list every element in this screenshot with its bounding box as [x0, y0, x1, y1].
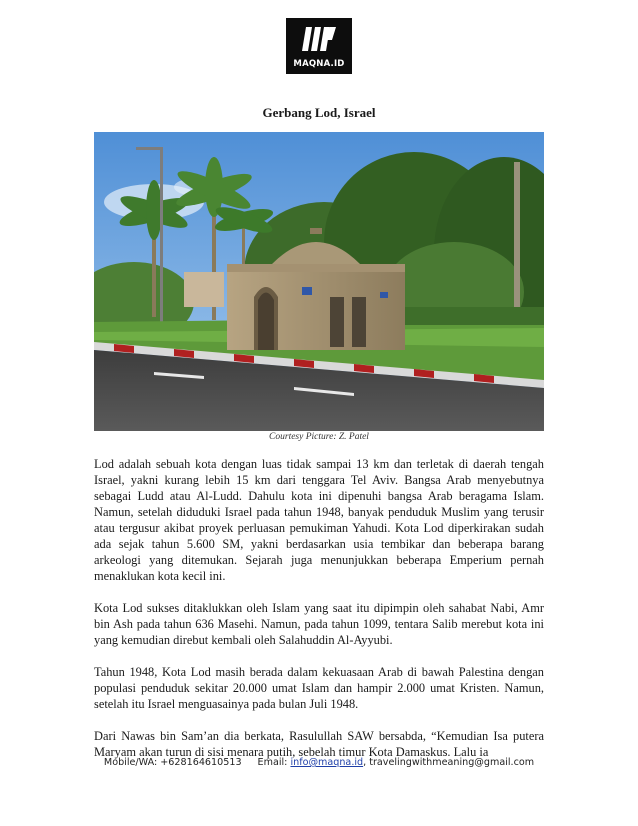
- logo-wordmark: MAQNA.ID: [293, 59, 345, 69]
- page-title: Gerbang Lod, Israel: [262, 105, 376, 120]
- paragraph-3: Tahun 1948, Kota Lod masih berada dalam kekuasaan Arab di bawah Palestina dengan populasi penduduk sekitar 20.000 umat Islam dan hampir 2.000 umat Kristen. Namun, setelah itu Israel menguasainya pada bulan Juli 1948.: [94, 665, 544, 711]
- photo-caption: Courtesy Picture: Z. Patel: [269, 432, 369, 442]
- footer-phone: Mobile/WA: +628164610513: [103, 757, 242, 768]
- article-body: [94, 456, 544, 776]
- footer-email-label: Email:: [257, 757, 291, 768]
- page-footer: [0, 757, 638, 768]
- paragraph-2: Kota Lod sukses ditaklukkan oleh Islam yang saat itu dipimpin oleh sahabat Nabi, Amr bin Ash pada tahun 636 Masehi. Namun, pada tahun 1099, tentara Salib merebut kota ini yang kemudian direbut kembali oleh Salahuddin Al-Ayyubi.: [94, 601, 544, 647]
- paragraph-4: Dari Nawas bin Sam’an dia berkata, Rasulullah SAW bersabda, “Kemudian Isa putera Maryam akan turun di sisi menara putih, sebelah timur Kota Damaskus. Lalu ia: [94, 729, 544, 759]
- article-photo: [94, 132, 544, 431]
- paragraph-1: Lod adalah sebuah kota dengan luas tidak sampai 13 km dan terletak di daerah tengah Israel, yakni kurang lebih 15 km dari tenggara Tel Aviv. Bangsa Arab menyebutnya sebagai Ludd atau Al-Ludd. Dahulu kota ini dipenuhi bangsa Arab beragama Islam. Namun, setelah diduduki Israel pada tahun 1948, banyak penduduk Muslim yang terusir atau tergusur akibat proyek perluasan pemukiman Yahudi. Kota Lod diperkirakan sudah ada sejak tahun 5.600 SM, yakni berdasarkan usia tembikar dan beberapa barang arkeologi yang ditemukan. Sejarah juga menunjukkan beberapa Emperium pernah menaklukan kota kecil ini.: [94, 457, 544, 583]
- maqna-logo: [286, 18, 352, 74]
- footer-email-rest: , travelingwithmeaning@gmail.com: [363, 757, 535, 768]
- domed-building-photo: [94, 132, 544, 431]
- footer-email-link[interactable]: info@maqna.id: [290, 757, 364, 768]
